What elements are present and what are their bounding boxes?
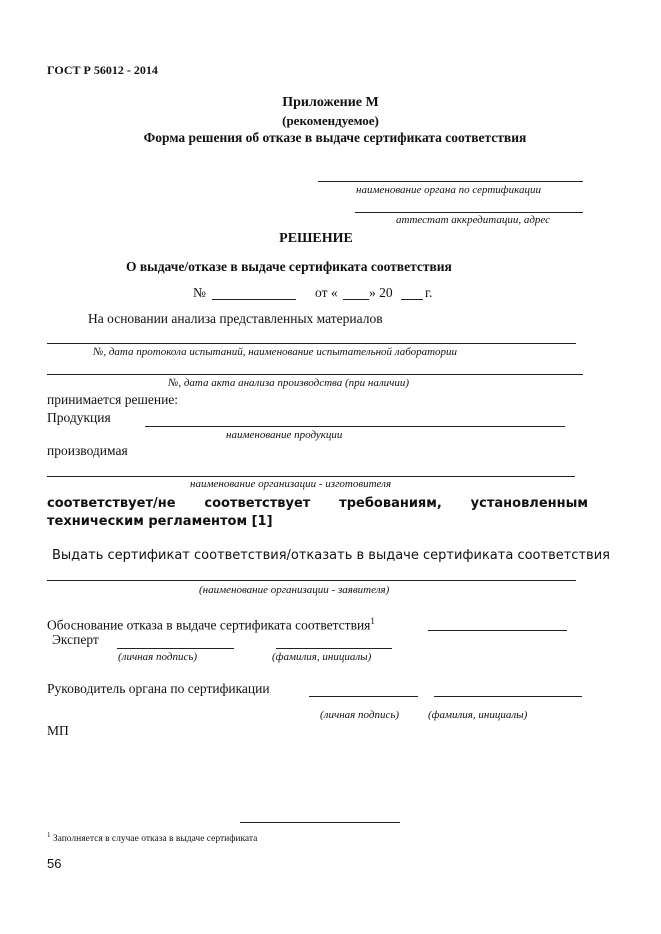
protocol-caption: №, дата протокола испытаний, наименование испытательной лаборатории <box>93 346 458 358</box>
footnote-mark: 1 <box>47 831 51 839</box>
applicant-caption: (наименование организации - заявителя) <box>199 584 390 596</box>
appendix-status: (рекомендуемое) <box>282 113 379 128</box>
refusal-reason-line <box>428 630 567 631</box>
appendix-title: Приложение М <box>282 95 379 110</box>
manufacturer-caption: наименование организации - изготовителя <box>190 478 392 490</box>
date-from-label: от « <box>315 285 338 300</box>
production-act-line <box>47 374 583 375</box>
decision-heading: РЕШЕНИЕ <box>279 231 353 246</box>
product-caption: наименование продукции <box>226 429 343 441</box>
accreditation-line <box>355 212 583 213</box>
number-line <box>212 299 296 300</box>
expert-name-caption: (фамилия, инициалы) <box>272 651 372 663</box>
appendix-subtitle: Форма решения об отказе в выдаче сертификата соответствия <box>143 130 527 145</box>
manufacturer-line <box>47 476 575 477</box>
issue-statement: Выдать сертификат соответствия/отказать в выдаче сертификата соответствия <box>52 548 610 563</box>
accreditation-caption: аттестат аккредитации, адрес <box>396 214 551 226</box>
product-line <box>145 426 565 427</box>
applicant-line <box>47 580 576 581</box>
footnote-separator <box>240 822 400 823</box>
compliance-statement: соответствует/не соответствует требованиям, установленным техническим регламентом [1] <box>47 496 588 529</box>
date-year-line <box>401 299 423 300</box>
head-signature-caption: (личная подпись) <box>320 709 399 721</box>
head-signature-line <box>309 696 418 697</box>
footnote-reference: 1 <box>370 616 375 626</box>
body-name-line <box>318 181 583 182</box>
head-label: Руководитель органа по сертификации <box>47 681 270 696</box>
expert-label: Эксперт <box>52 632 99 647</box>
decision-subheading: О выдаче/отказе в выдаче сертификата соответствия <box>126 259 452 274</box>
produced-label: производимая <box>47 443 128 458</box>
expert-name-line <box>276 648 392 649</box>
decision-taken-text: принимается решение: <box>47 392 179 407</box>
expert-signature-line <box>117 648 234 649</box>
product-label: Продукция <box>47 410 111 425</box>
head-name-line <box>434 696 582 697</box>
basis-text: На основании анализа представленных материалов <box>88 311 383 326</box>
refusal-reason-label: Обоснование отказа в выдаче сертификата соответствия$^1$ <box>47 616 375 633</box>
protocol-line <box>47 343 576 344</box>
date-century-label: » 20 <box>369 285 393 300</box>
body-name-caption: наименование органа по сертификации <box>356 184 541 196</box>
date-year-label: г. <box>425 285 433 300</box>
date-day-line <box>343 299 369 300</box>
seal-placeholder: МП <box>47 723 69 738</box>
footnote-text: Заполняется в случае отказа в выдаче сертификата <box>52 834 258 845</box>
expert-signature-caption: (личная подпись) <box>118 651 197 663</box>
head-name-caption: (фамилия, инициалы) <box>428 709 528 721</box>
footnote <box>47 831 257 844</box>
page-number: 56 <box>47 856 62 871</box>
number-label: № <box>193 285 206 300</box>
standard-designation: ГОСТ Р 56012 - 2014 <box>47 63 158 77</box>
production-act-caption: №, дата акта анализа производства (при наличии) <box>168 377 410 389</box>
